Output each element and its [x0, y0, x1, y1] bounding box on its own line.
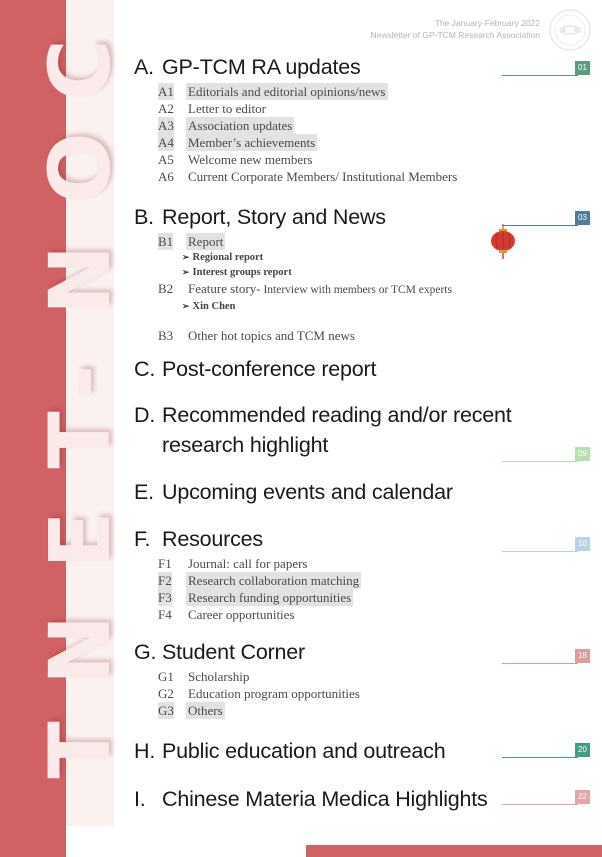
- page-number-a: 01: [502, 63, 590, 75]
- section-f-title[interactable]: F. Resources: [134, 527, 263, 551]
- toc-subitem[interactable]: ➢ Xin Chen: [182, 301, 236, 312]
- side-title-letter: E: [31, 511, 129, 569]
- section-e-title[interactable]: E. Upcoming events and calendar: [134, 480, 453, 504]
- section-g: [134, 638, 514, 719]
- arrow-icon: ➢: [182, 301, 190, 311]
- section-g-title[interactable]: G. Student Corner: [134, 640, 306, 664]
- toc-item-b2[interactable]: B2 Feature story- Interview with members or TCM experts: [158, 281, 452, 296]
- side-title-letter: -: [31, 364, 129, 400]
- toc-item-g1[interactable]: G1 Scholarship: [158, 669, 250, 684]
- section-d: [134, 401, 534, 459]
- toc-item-f2[interactable]: F2 Research collaboration matching: [158, 573, 360, 588]
- section-d-title[interactable]: D. Recommended reading and/or recent research highlight: [134, 403, 512, 457]
- page-number-d: 09: [502, 449, 590, 461]
- toc-item-b3[interactable]: B3 Other hot topics and TCM news: [158, 328, 355, 343]
- association-logo-icon: [548, 8, 592, 52]
- toc-item-a4[interactable]: A4 Member’s achievements: [158, 135, 316, 150]
- side-title-letter: N: [31, 244, 129, 316]
- section-b: [134, 203, 514, 344]
- newsletter-header: [280, 17, 540, 41]
- page-number-h: 20: [502, 745, 590, 757]
- toc-item-a1[interactable]: A1 Editorials and editorial opinions/news: [158, 84, 386, 99]
- toc-item-a2[interactable]: A2 Letter to editor: [158, 101, 266, 116]
- toc-item-f4[interactable]: F4 Career opportunities: [158, 607, 295, 622]
- page-number-g: 18: [502, 651, 590, 663]
- toc-item-g2[interactable]: G2 Education program opportunities: [158, 686, 360, 701]
- side-title-letter: N: [31, 614, 129, 686]
- toc-item-a6[interactable]: A6 Current Corporate Members/ Institutional Members: [158, 169, 458, 184]
- toc-item-a3[interactable]: A3 Association updates: [158, 118, 293, 133]
- arrow-icon: ➢: [182, 252, 190, 262]
- section-i-title[interactable]: I. Chinese Materia Medica Highlights: [134, 787, 488, 811]
- side-title-letter: T: [31, 721, 129, 779]
- side-title-letter: T: [31, 411, 129, 469]
- toc-item-f1[interactable]: F1 Journal: call for papers: [158, 556, 308, 571]
- section-c: [134, 355, 514, 383]
- toc-subitem[interactable]: ➢ Interest groups report: [182, 267, 292, 278]
- section-a: [134, 53, 514, 185]
- toc-item-g3[interactable]: G3 Others: [158, 703, 223, 718]
- lantern-icon: [488, 224, 518, 260]
- side-title-letter: C: [31, 39, 129, 101]
- section-c-title[interactable]: C. Post-conference report: [134, 357, 377, 381]
- toc-item-a5[interactable]: A5 Welcome new members: [158, 152, 313, 167]
- header-publication: Newsletter of GP-TCM Research Association: [370, 30, 540, 40]
- page-number-b: 03: [502, 213, 590, 225]
- section-a-title[interactable]: A. GP-TCM RA updates: [134, 55, 361, 79]
- toc-item-f3[interactable]: F3 Research funding opportunities: [158, 590, 352, 605]
- side-title-letter: O: [31, 132, 129, 204]
- section-e: [134, 478, 514, 506]
- section-b-title[interactable]: B. Report, Story and News: [134, 205, 386, 229]
- page-number-i: 22: [502, 792, 590, 804]
- section-h-title[interactable]: H. Public education and outreach: [134, 739, 446, 763]
- section-i: [134, 785, 534, 813]
- toc-subitem[interactable]: ➢ Regional report: [182, 252, 264, 263]
- bottom-bar: [306, 845, 602, 857]
- page-number-f: 10: [502, 539, 590, 551]
- section-h: [134, 737, 534, 765]
- header-issue: The January-February 2022: [434, 18, 540, 28]
- toc-item-b1[interactable]: B1 Report: [158, 234, 224, 249]
- section-f: [134, 525, 514, 623]
- arrow-icon: ➢: [182, 267, 190, 277]
